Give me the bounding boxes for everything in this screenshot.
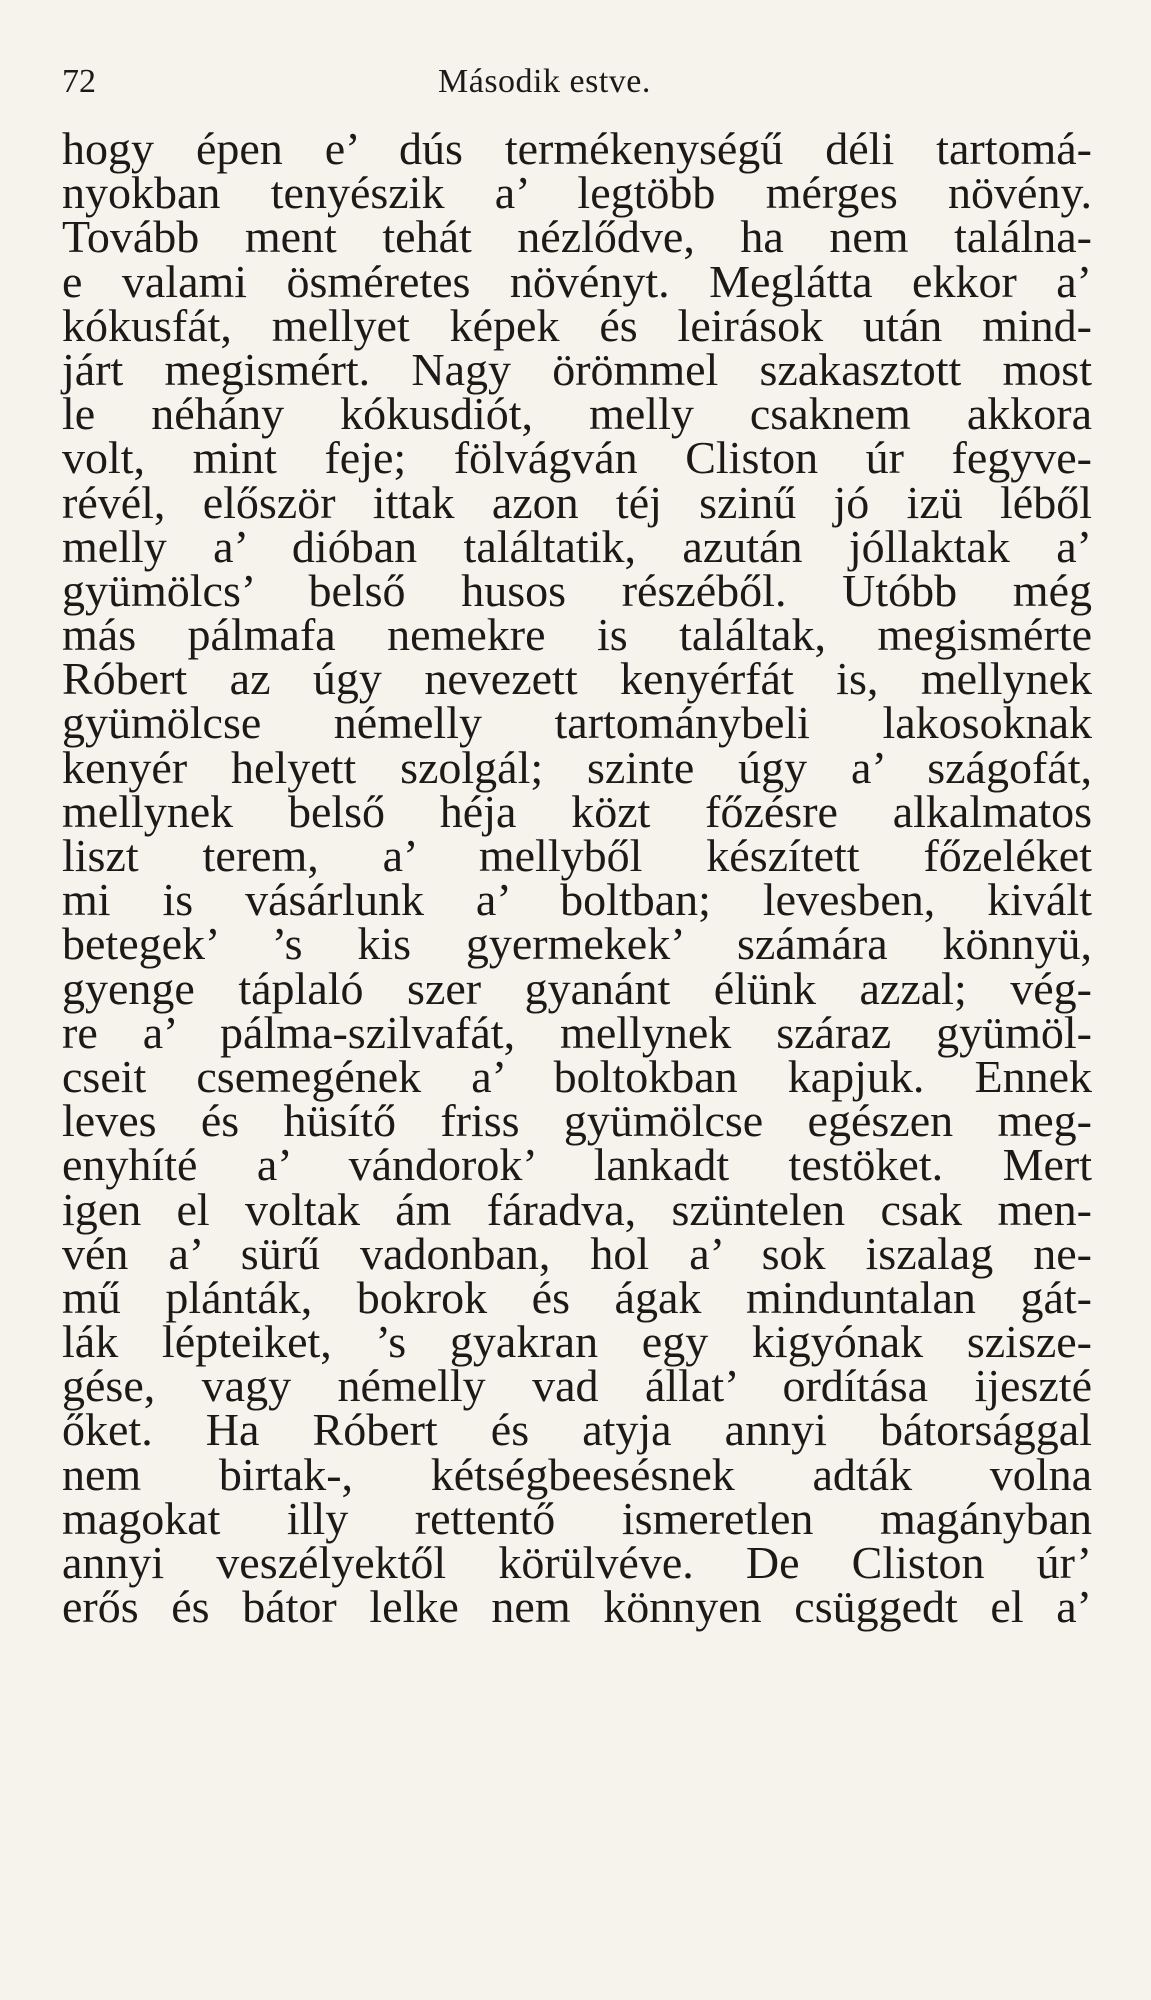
body-text (62, 123, 1092, 1633)
text-line: révél, először ittak azon téj szinű jó izü léből (62, 476, 1092, 528)
text-line: őket. Ha Róbert és atyja annyi bátorsággal (62, 1404, 1092, 1456)
text-line: le néhány kókusdiót, melly csaknem akkora (62, 388, 1092, 440)
text-line: kókusfát, mellyet képek és leirások után mind- (62, 299, 1092, 351)
text-line: mi is vásárlunk a’ boltban; levesben, kivált (62, 874, 1092, 926)
text-line: cseit csemegének a’ boltokban kapjuk. Ennek (62, 1050, 1092, 1102)
text-line: magokat illy rettentő ismeretlen magányban (62, 1492, 1092, 1544)
text-line: leves és hüsítő friss gyümölcse egészen meg- (62, 1095, 1092, 1147)
text-line: mű plánták, bokrok és ágak minduntalan gát- (62, 1271, 1092, 1323)
text-line: re a’ pálma-szilvafát, mellynek száraz gyümöl- (62, 1006, 1092, 1058)
text-line: gyenge táplaló szer gyanánt élünk azzal; vég- (62, 962, 1092, 1014)
text-line: kenyér helyett szolgál; szinte úgy a’ szágofát, (62, 741, 1092, 793)
text-line: hogy épen e’ dús termékenységű déli tartomá- (62, 123, 1092, 174)
text-line: járt megismért. Nagy örömmel szakasztott most (62, 343, 1092, 395)
text-line: lák lépteiket, ’s gyakran egy kigyónak szisze- (62, 1316, 1092, 1368)
text-line: melly a’ dióban találtatik, azután jóllaktak a’ (62, 520, 1092, 572)
text-line: más pálmafa nemekre is találtak, megismérte (62, 609, 1092, 661)
text-line: volt, mint feje; fölvágván Cliston úr fegyve- (62, 432, 1092, 484)
text-line: liszt terem, a’ mellyből készített főzeléket (62, 830, 1092, 881)
text-line: nem birtak-, kétségbeesésnek adták volna (62, 1448, 1092, 1500)
text-line: mellynek belső héja közt főzésre alkalmatos (62, 785, 1092, 837)
page-header (62, 52, 1062, 112)
text-line: vén a’ sürű vadonban, hol a’ sok iszalag ne- (62, 1227, 1092, 1279)
text-line: e valami ösméretes növényt. Meglátta ekkor a’ (62, 255, 1092, 307)
text-line: gése, vagy némelly vad állat’ ordítása ijeszté (62, 1360, 1092, 1412)
text-line: annyi veszélyektől körülvéve. De Cliston úr’ (62, 1537, 1092, 1588)
running-head: Második estve. (438, 63, 651, 100)
text-line: Tovább ment tehát nézlődve, ha nem találna- (62, 211, 1092, 263)
page-number: 72 (62, 63, 96, 100)
text-line: enyhíté a’ vándorok’ lankadt testöket. Mert (62, 1139, 1092, 1191)
text-line: gyümölcse némelly tartománybeli lakosoknak (62, 697, 1092, 749)
text-line: nyokban tenyészik a’ legtöbb mérges növény. (62, 167, 1092, 219)
text-line: Róbert az úgy nevezett kenyérfát is, mellynek (62, 653, 1092, 705)
text-line: igen el voltak ám fáradva, szüntelen csak men- (62, 1183, 1092, 1235)
text-line: erős és bátor lelke nem könnyen csüggedt el a’ (62, 1581, 1092, 1633)
text-line: betegek’ ’s kis gyermekek’ számára könnyü, (62, 918, 1092, 970)
text-line: gyümölcs’ belső husos részéből. Utóbb még (62, 564, 1092, 616)
